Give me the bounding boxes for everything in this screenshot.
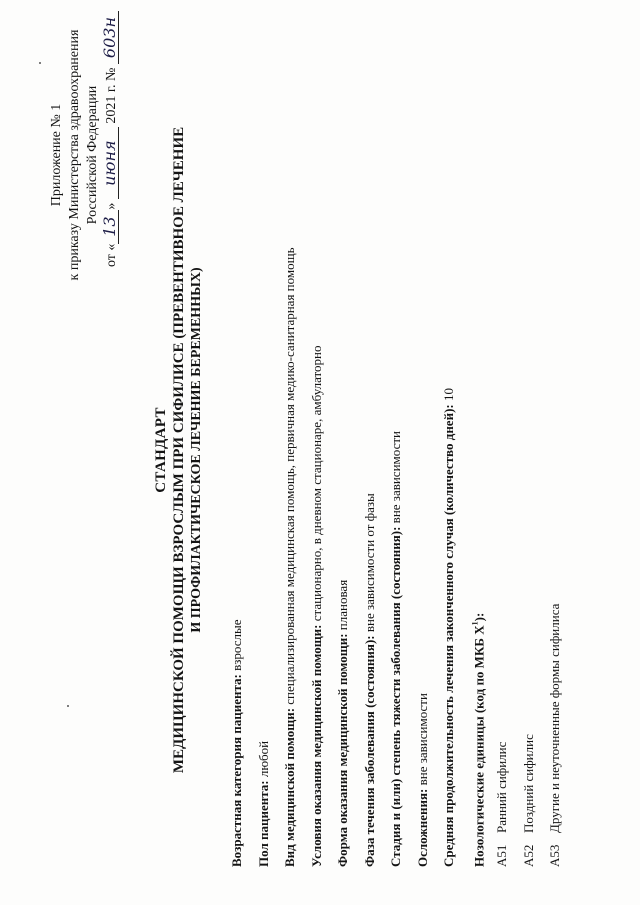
field-care-conditions: Условия оказания медицинской помощи: стационарно, в дневном стационаре, амбулаторно <box>308 345 324 867</box>
field-care-form: Форма оказания медицинской помощи: плановая <box>335 579 350 867</box>
appendix-number: Приложение № 1 <box>49 103 64 207</box>
field-disease-stage: Стадия и (или) степень тяжести заболевания (состояния): вне зависимости <box>388 431 403 867</box>
standard-fields <box>228 27 573 867</box>
title-line-1: МЕДИЦИНСКОЙ ПОМОЩИ ВЗРОСЛЫМ ПРИ СИФИЛИСЕ (ПРЕВЕНТИВНОЕ ЛЕЧЕНИЕ <box>171 126 187 774</box>
appendix-date-line <box>102 5 121 305</box>
footnote-marker: 1 <box>470 621 480 626</box>
handwritten-order-number: 603н <box>102 11 119 64</box>
nosology-item <box>493 27 520 867</box>
field-nosology-heading: Нозологические единицы (код по МКБ $X^1$): <box>470 612 486 867</box>
icd-name: Другие и неуточненные формы сифилиса <box>547 603 562 833</box>
field-age-category: Возрастная категория пациента: взрослые <box>229 619 244 867</box>
icd-code: A53 <box>547 844 562 867</box>
icd-code: A52 <box>520 844 536 867</box>
field-complications: Осложнения: вне зависимости <box>414 693 430 867</box>
icd-name: Ранний сифилис <box>494 741 509 833</box>
icd-name: Поздний сифилис <box>520 734 536 833</box>
handwritten-day: 13 <box>102 210 119 244</box>
nosology-item <box>546 27 573 867</box>
title-standard: СТАНДАРТ <box>153 407 169 493</box>
nosology-item <box>520 27 547 867</box>
field-care-type: Вид медицинской помощи: специализированная медицинская помощь, первичная медико-санитарная помощь <box>282 247 297 867</box>
date-quote-close: » <box>104 202 119 210</box>
field-sex: Пол пациента: любой <box>255 740 271 867</box>
field-treatment-duration: Средняя продолжительность лечения законченного случая (количество дней): 10 <box>441 388 456 867</box>
title-line-2: И ПРОФИЛАКТИЧЕСКОЕ ЛЕЧЕНИЕ БЕРЕМЕННЫХ) <box>189 267 204 633</box>
handwritten-month: июня <box>102 127 119 199</box>
appendix-ministry-line: Российской Федерации <box>85 85 100 225</box>
icd-code: A51 <box>494 844 509 867</box>
appendix-order-line: к приказу Министерства здравоохранения <box>67 29 82 281</box>
date-year-label: 2021 г. № <box>104 67 119 124</box>
field-disease-phase: Фаза течения заболевания (состояния): вне зависимости от фазы <box>361 493 377 867</box>
appendix-header <box>48 5 121 305</box>
document-title <box>152 15 206 885</box>
date-prefix: от « <box>104 243 119 268</box>
